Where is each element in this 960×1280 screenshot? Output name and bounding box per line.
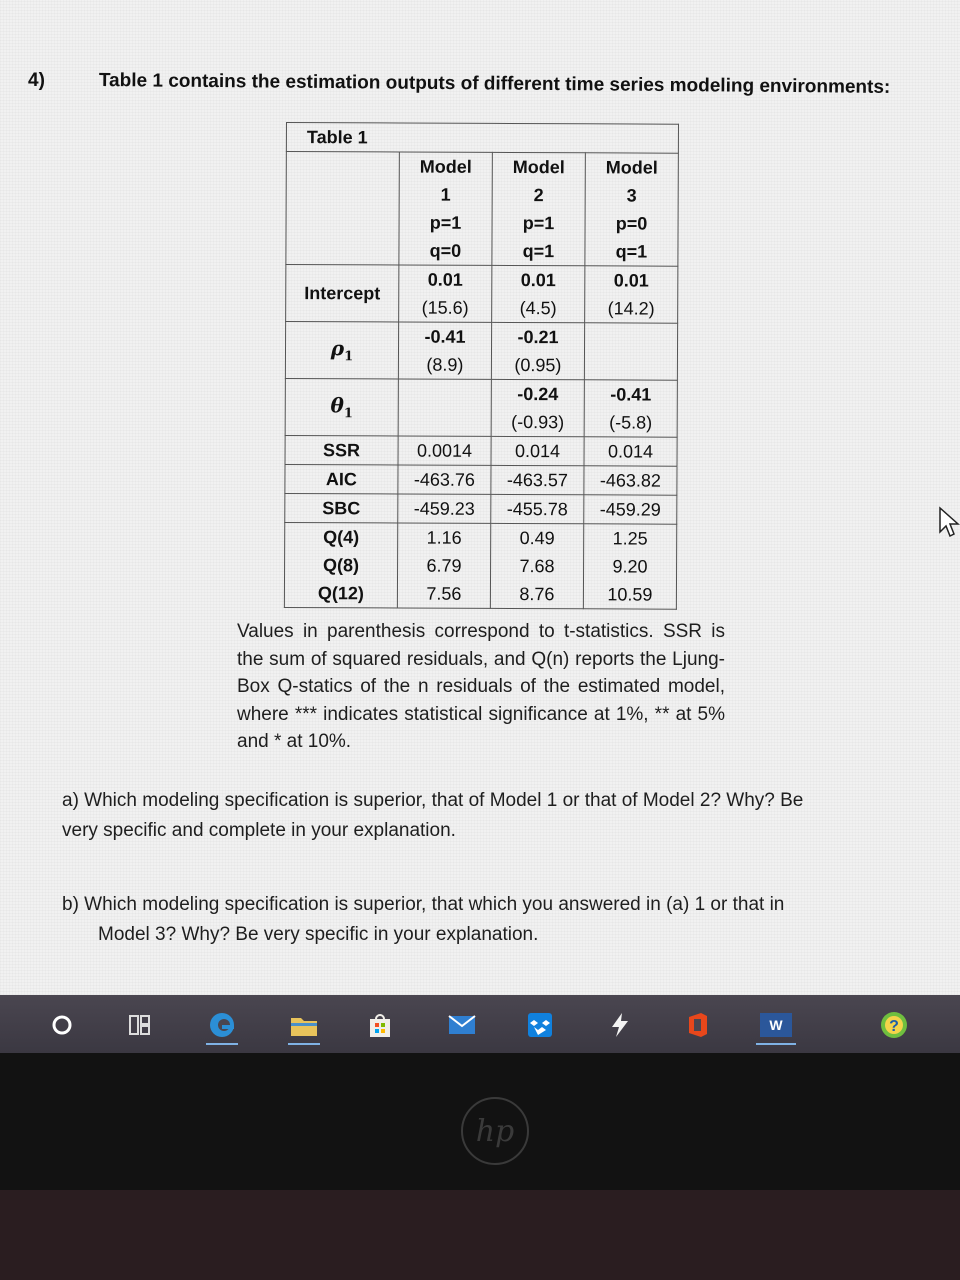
t-stat: [399, 407, 491, 435]
model-p: p=1: [522, 213, 555, 234]
qstat-value: 0.49: [519, 528, 555, 549]
qstat-value: 7.68: [519, 556, 555, 577]
coef-value: 0.01: [427, 269, 463, 290]
estimation-table: [284, 122, 679, 610]
coef-value: 0.01: [520, 270, 556, 291]
coef-value: [585, 323, 677, 351]
table-footnote: Values in parenthesis correspond to t-statistics. SSR is the sum of squared residuals, and Q(n) reports the Ljung-Box Q-statics of the n residuals of the estimated model, where *** indicates statistical significance at 1%, ** at 5% and * at 10%.: [237, 621, 725, 752]
laptop-bezel-bottom: [0, 1190, 960, 1280]
t-stat: (-0.93): [511, 411, 565, 433]
t-stat: (0.95): [514, 354, 562, 376]
model-number: 1: [440, 184, 451, 205]
model-title: Model: [605, 157, 658, 178]
stat-row: [285, 435, 677, 466]
model-number: 3: [626, 185, 637, 206]
coef-cell-empty: [584, 323, 677, 380]
model-q: q=0: [429, 240, 462, 261]
question-part-a: [62, 786, 922, 846]
coef-cell: [585, 266, 678, 323]
question-number: 4): [28, 70, 45, 91]
mail-icon[interactable]: [446, 1011, 478, 1039]
row-label: Q(4): [323, 527, 360, 548]
store-icon[interactable]: [364, 1011, 396, 1039]
question-part-b: [62, 890, 922, 950]
qstat-value: 10.59: [607, 584, 653, 605]
part-a-line-1: a) Which modeling specification is superior, that of Model 1 or that of Model 2? Why? Be: [62, 790, 804, 811]
coef-cell: [398, 322, 491, 379]
intercept-row: [286, 265, 678, 324]
row-label: SSR: [285, 435, 398, 464]
part-a-line-2: very specific and complete in your explanation.: [62, 820, 456, 841]
coef-value: -0.21: [517, 327, 559, 348]
stat-value: 0.014: [584, 437, 677, 466]
coef-value: -0.41: [424, 326, 466, 347]
coef-cell: [584, 380, 677, 437]
coef-cell: [492, 265, 585, 322]
stat-value: -463.82: [584, 466, 677, 495]
stat-row: [285, 493, 677, 524]
help-glyph: ?: [889, 1018, 899, 1035]
coef-cell-empty: [398, 379, 491, 436]
stat-value: -463.57: [491, 465, 584, 494]
table-caption-row: [286, 123, 678, 154]
qstat-cell: [490, 523, 583, 608]
theta-subscript: 1: [343, 406, 353, 422]
coef-cell: [491, 322, 584, 379]
office-icon[interactable]: [682, 1011, 714, 1039]
rho-subscript: 1: [344, 349, 354, 365]
t-stat: (8.9): [426, 354, 464, 375]
row-label: Q(8): [323, 555, 360, 576]
row-label: AIC: [285, 464, 398, 493]
file-explorer-icon[interactable]: [288, 1011, 320, 1039]
theta-symbol: θ: [330, 393, 344, 418]
qstat-value: 1.16: [426, 527, 462, 548]
word-icon[interactable]: [756, 1011, 796, 1039]
task-view-icon[interactable]: [124, 1011, 156, 1039]
qstat-value: 7.56: [426, 583, 462, 604]
t-stat: [585, 351, 677, 379]
edge-browser-icon[interactable]: [206, 1011, 238, 1039]
stat-row: [285, 464, 677, 495]
cortana-search-icon[interactable]: [46, 1011, 78, 1039]
model-q: q=1: [615, 241, 648, 262]
dropbox-icon[interactable]: [524, 1011, 556, 1039]
word-letter: W: [769, 1017, 783, 1033]
coef-value: -0.24: [517, 384, 559, 405]
stat-value: 0.0014: [398, 436, 491, 465]
mouse-pointer-icon: [938, 506, 960, 538]
model-title: Model: [419, 156, 472, 177]
part-b-line-2: Model 3? Why? Be very specific in your explanation.: [98, 924, 539, 945]
hp-logo: hp: [461, 1097, 529, 1165]
qstat-value: 6.79: [426, 555, 462, 576]
t-stat: (-5.8): [609, 412, 653, 433]
coef-value: [399, 379, 491, 407]
row-label-qstats: [284, 522, 397, 607]
row-label: SBC: [285, 493, 398, 522]
question-intro: Table 1 contains the estimation outputs of different time series modeling environments:: [98, 70, 891, 98]
qstat-value: 9.20: [612, 556, 648, 577]
model-header-cell: [399, 152, 492, 265]
table-caption: Table 1: [286, 123, 678, 154]
coef-value: -0.41: [610, 384, 652, 405]
qstat-value: 1.25: [612, 528, 648, 549]
theta-row: [285, 378, 677, 437]
model-header-row: [286, 152, 678, 267]
qstat-cell: [397, 523, 490, 608]
help-icon[interactable]: [878, 1011, 910, 1039]
coef-cell: [399, 265, 492, 322]
t-stat: (4.5): [519, 298, 557, 319]
model-q: q=1: [522, 241, 555, 262]
coef-cell: [491, 379, 584, 436]
stat-value: -455.78: [491, 494, 584, 523]
rho-symbol: ρ: [330, 336, 345, 361]
t-stat: (14.2): [607, 298, 655, 319]
model-header-cell: [492, 152, 585, 265]
lightning-app-icon[interactable]: [604, 1011, 636, 1039]
model-title: Model: [512, 156, 565, 178]
row-label-theta: [285, 378, 398, 435]
row-label-intercept: Intercept: [286, 265, 399, 322]
row-label: Q(12): [317, 583, 364, 604]
model-number: 2: [533, 185, 544, 206]
stat-value: 0.014: [491, 436, 584, 465]
qstat-value: 8.76: [519, 584, 555, 605]
model-header-cell: [585, 153, 678, 266]
model-p: p=1: [429, 212, 462, 233]
model-p: p=0: [615, 213, 648, 234]
part-b-line-1: b) Which modeling specification is superior, that which you answered in (a) 1 or that in: [62, 894, 785, 915]
qstat-cell: [583, 524, 676, 609]
stat-value: -459.29: [584, 495, 677, 524]
stat-value: -463.76: [398, 465, 491, 494]
rho-row: [285, 322, 677, 381]
t-stat: (15.6): [421, 297, 469, 318]
qstat-group-row: [284, 522, 676, 609]
coef-value: 0.01: [613, 270, 649, 291]
row-label-rho: [285, 322, 398, 379]
stat-value: -459.23: [398, 494, 491, 523]
